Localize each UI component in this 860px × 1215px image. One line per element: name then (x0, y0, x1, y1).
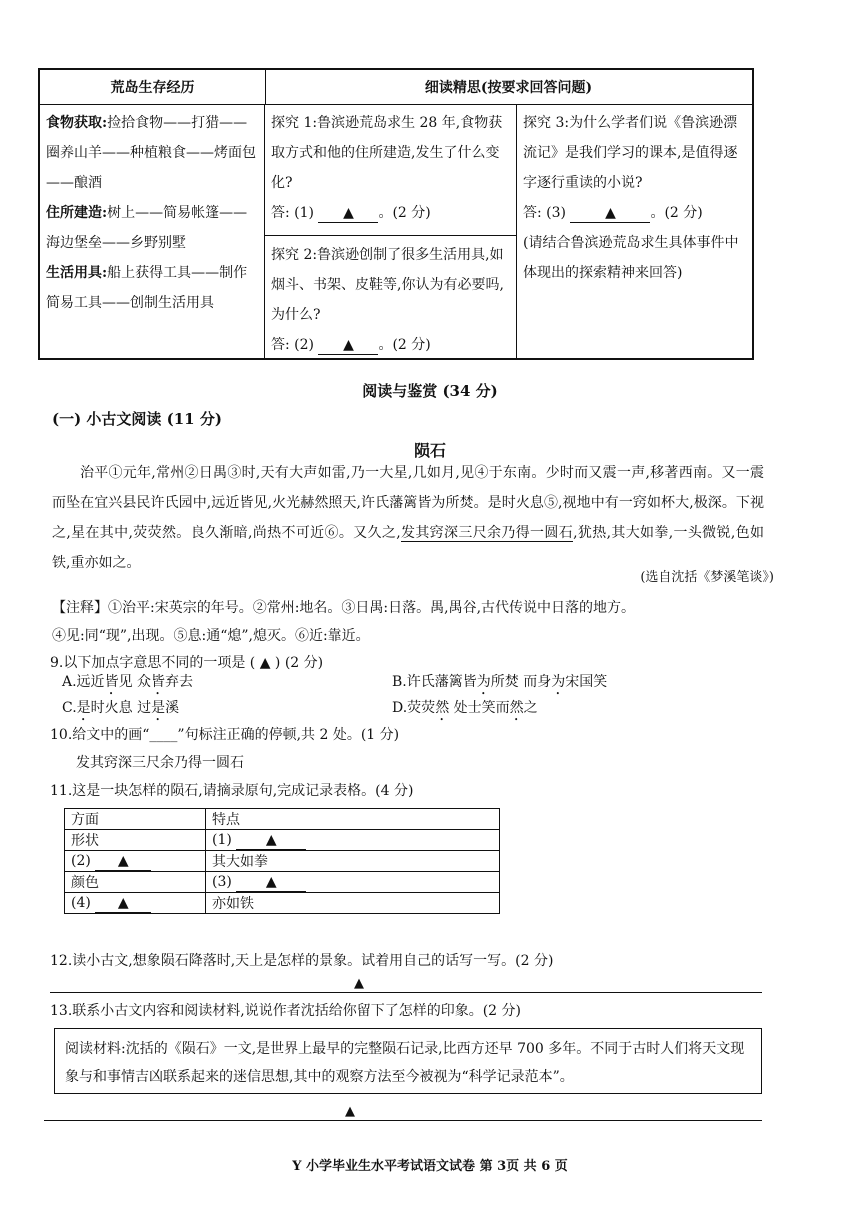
page-footer: Y 小学毕业生水平考试语文试卷 第 3页 共 6 页 (292, 1159, 568, 1174)
inquiry-3-text: 探究 3:为什么学者们说《鲁滨逊漂流记》是我们学习的课本,是值得逐字逐行重读的小说? (523, 115, 738, 191)
food-line: 食物获取:捡拾食物——打猎——圈养山羊——种植粮食——烤面包——酿酒 (46, 115, 256, 191)
question-11: 11.这是一块怎样的陨石,请摘录原句,完成记录表格。(4 分) (50, 783, 414, 799)
inquiry-3-cell (517, 104, 752, 358)
shelter-line: 住所建造:树上——简易帐篷——海边堡垒——乡野别墅 (46, 205, 248, 251)
table-header-right: 细读精思(按要求回答问题) (265, 70, 752, 105)
survival-table (38, 68, 754, 360)
survival-experience-cell (40, 104, 265, 358)
table-row (65, 809, 500, 830)
answer-line-12[interactable] (50, 992, 762, 993)
inquiry-2-text: 探究 2:鲁滨逊创制了很多生活用具,如烟斗、书架、皮鞋等,你认为有必要吗,为什么? (271, 247, 504, 323)
record-table (64, 808, 500, 914)
q10-sentence[interactable]: 发其窍深三尺余乃得一圆石 (76, 755, 244, 771)
tools-line: 生活用具:船上获得工具——制作简易工具——创制生活用具 (46, 265, 248, 311)
answer-line-13[interactable] (44, 1120, 762, 1121)
passage-source: (选自沈括《梦溪笔谈》) (640, 570, 774, 585)
table-row: (2) ▲ 其大如拳 (65, 851, 500, 872)
reading-material-box: 阅读材料:沈括的《陨石》一文,是世界上最早的完整陨石记录,比西方还早 700 多年。不同于古时人们将天文现象与和事情吉凶联系起来的迷信思想,其中的观察方法至今被视为“科学记录范本”。 (54, 1028, 762, 1094)
table-row: 颜色 (3) ▲ (65, 872, 500, 893)
inquiry-1-answer[interactable]: 答: (1) ▲ 。(2 分) (271, 205, 431, 221)
table-row: (4) ▲ 亦如铁 (65, 893, 500, 914)
answer-marker-12: ▲ (354, 976, 364, 991)
question-10: 10.给文中的画“____”句标注正确的停顿,共 2 处。(1 分) (50, 727, 400, 743)
q9-option-a[interactable]: A.远近皆见 众皆弃去 (62, 674, 194, 690)
q9-option-c[interactable]: C.是时火息 过是溪 (62, 700, 180, 716)
article-title: 陨石 (413, 441, 446, 460)
table-row: 形状 (1) ▲ (65, 830, 500, 851)
inquiry-3-hint: (请结合鲁滨逊荒岛求生具体事件中体现出的探索精神来回答) (523, 235, 739, 281)
section-title: 阅读与鉴赏 (34 分) (362, 382, 498, 400)
annotations: 【注释】①治平:宋英宗的年号。②常州:地名。③日禺:日落。禺,禺谷,古代传说中日落的地方。 ④见:同“现”,出现。⑤息:通“熄”,熄灭。⑥近:靠近。 (52, 600, 636, 644)
answer-marker-13: ▲ (345, 1104, 355, 1119)
q9-option-b[interactable]: B.许氏藩篱皆为所焚 而身为宋国笑 (392, 674, 608, 690)
inquiry-3-answer[interactable]: 答: (3) ▲ 。(2 分) (523, 205, 703, 221)
header-aspect: 方面 (65, 809, 206, 830)
question-13: 13.联系小古文内容和阅读材料,说说作者沈括给你留下了怎样的印象。(2 分) (50, 1003, 521, 1019)
question-12: 12.读小古文,想象陨石降落时,天上是怎样的景象。试着用自己的话写一写。(2 分) (50, 953, 554, 969)
header-feature: 特点 (206, 809, 500, 830)
inquiry-2-cell (265, 236, 517, 358)
table-header-left: 荒岛生存经历 (40, 70, 266, 105)
classical-passage: 治平①元年,常州②日禺③时,天有大声如雷,乃一大星,几如月,见④于东南。少时而又震一声,移著西南。又一震而坠在宜兴县民许氏园中,远近皆见,火光赫然照天,许氏藩篱皆为所焚。是时火息⑤,视地中有一窍如杯大,极深。下视之,星在其中,荧荧然。良久渐暗,尚热不可近⑥。又久之,发其窍深三尺余乃得一圆石,犹热,其大如拳,一头微锐,色如铁,重亦如之。 (52, 465, 764, 571)
underlined-sentence: 发其窍深三尺余乃得一圆石 (400, 525, 574, 541)
inquiry-1-cell (265, 104, 517, 236)
question-9: 9.以下加点字意思不同的一项是 ( ▲ ) (2 分) (50, 655, 324, 671)
q9-option-d[interactable]: D.荧荧然 处士笑而然之 (392, 700, 538, 716)
subsection-title: (一) 小古文阅读 (11 分) (52, 410, 222, 428)
inquiry-2-answer[interactable]: 答: (2) ▲ 。(2 分) (271, 337, 431, 353)
inquiry-1-text: 探究 1:鲁滨逊荒岛求生 28 年,食物获取方式和他的住所建造,发生了什么变化? (271, 115, 503, 191)
